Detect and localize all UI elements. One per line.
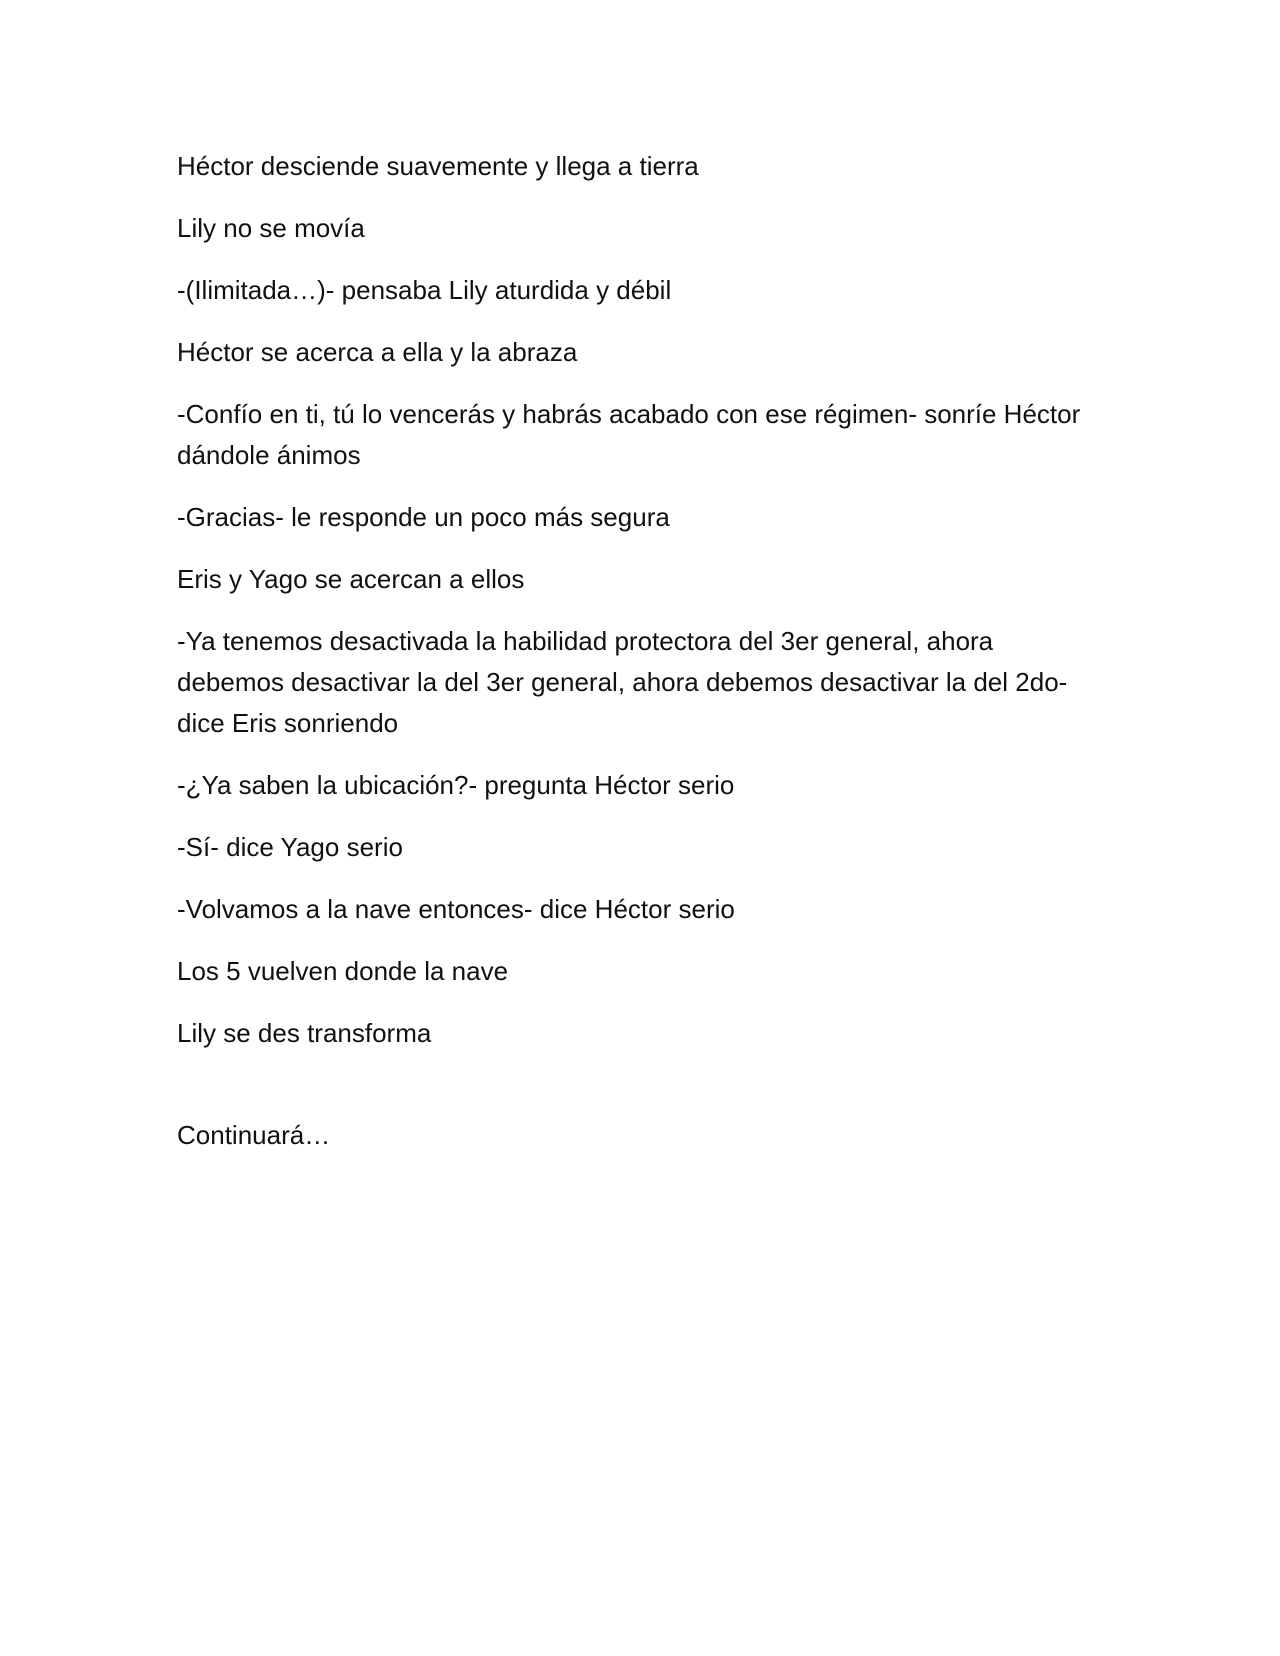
closing-line: Continuará… [177, 1120, 331, 1150]
paragraph: -¿Ya saben la ubicación?- pregunta Héctor serio [177, 770, 735, 800]
paragraph: Eris y Yago se acercan a ellos [177, 564, 525, 594]
paragraph: -Confío en ti, tú lo vencerás y habrás acabado con ese régimen- sonríe Héctor dándole ánimos [177, 399, 1081, 470]
document-body [177, 146, 1107, 1177]
paragraph: Héctor desciende suavemente y llega a tierra [177, 151, 699, 181]
paragraph: -Ya tenemos desactivada la habilidad protectora del 3er general, ahora debemos desactivar la del 3er general, ahora debemos desactivar la del 2do- dice Eris sonriendo [177, 626, 1068, 738]
paragraph: -(Ilimitada…)- pensaba Lily aturdida y débil [177, 275, 672, 305]
blank-line [177, 1075, 1107, 1115]
paragraph: Lily se des transforma [177, 1018, 432, 1048]
paragraph: -Gracias- le responde un poco más segura [177, 502, 670, 532]
paragraph: Héctor se acerca a ella y la abraza [177, 337, 578, 367]
paragraph: -Sí- dice Yago serio [177, 832, 403, 862]
paragraph: Lily no se movía [177, 213, 365, 243]
paragraph: -Volvamos a la nave entonces- dice Héctor serio [177, 894, 735, 924]
paragraph: Los 5 vuelven donde la nave [177, 956, 509, 986]
